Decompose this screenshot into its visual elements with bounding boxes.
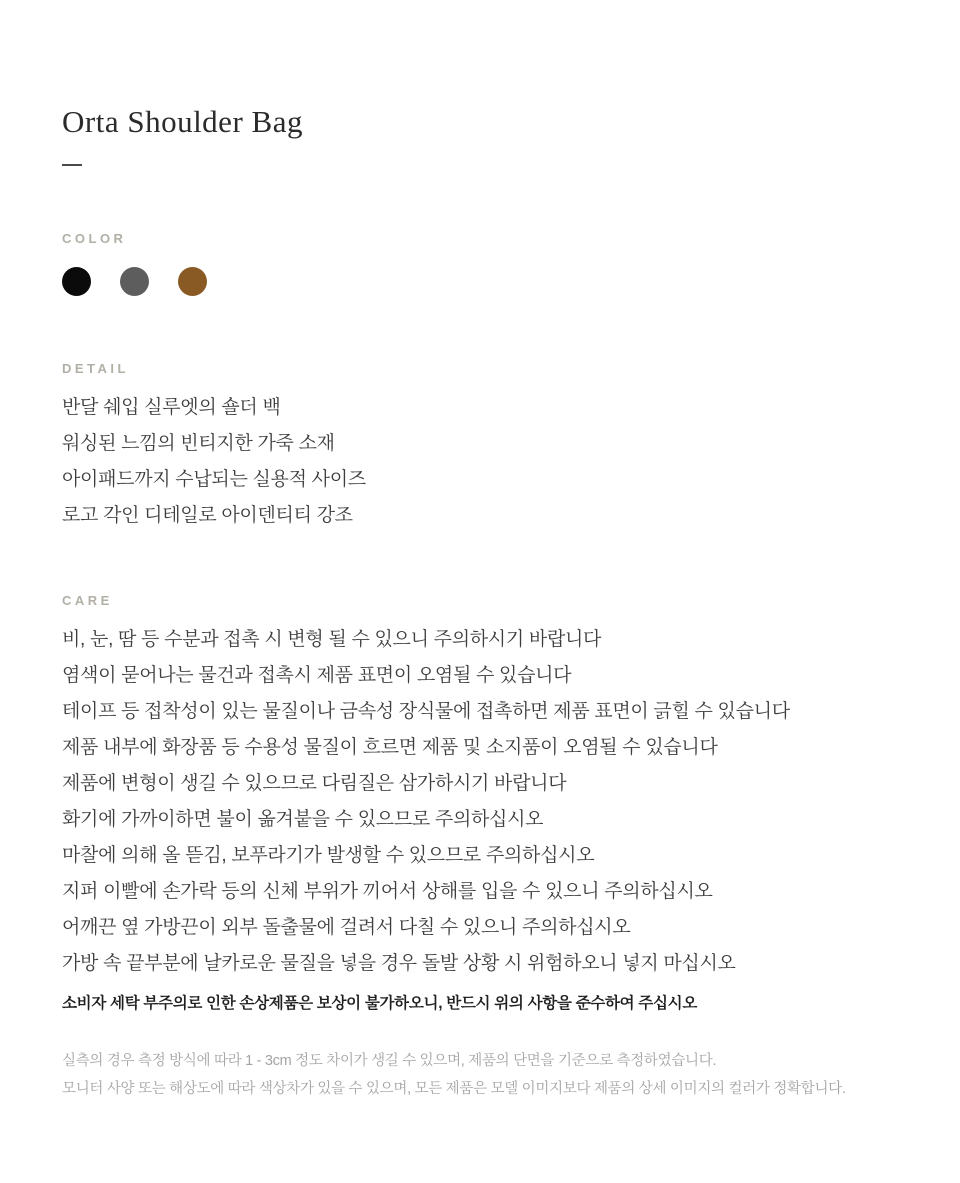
care-item: 비, 눈, 땀 등 수분과 접촉 시 변형 될 수 있으니 주의하시기 바랍니다 [62, 628, 602, 650]
color-swatch-row [62, 267, 898, 296]
product-title: Orta Shoulder Bag [62, 104, 303, 139]
care-item: 지퍼 이빨에 손가락 등의 신체 부위가 끼어서 상해를 입을 수 있으니 주의하십시오 [62, 880, 713, 902]
care-item: 염색이 묻어나는 물건과 접촉시 제품 표면이 오염될 수 있습니다 [62, 664, 572, 686]
color-swatch-gray[interactable] [120, 267, 149, 296]
care-item: 제품에 변형이 생길 수 있으므로 다림질은 삼가하시기 바랍니다 [62, 772, 567, 794]
care-item: 가방 속 끝부분에 날카로운 물질을 넣을 경우 돌발 상황 시 위험하오니 넣지 마십시오 [62, 952, 736, 974]
care-item: 테이프 등 접착성이 있는 물질이나 금속성 장식물에 접촉하면 제품 표면이 긁힐 수 있습니다 [62, 700, 790, 722]
title-divider [62, 164, 82, 166]
detail-section [62, 362, 898, 534]
detail-section-label: DETAIL [62, 360, 129, 376]
care-item: 마찰에 의해 올 뜯김, 보푸라기가 발생할 수 있으므로 주의하십시오 [62, 844, 595, 866]
detail-item: 로고 각인 디테일로 아이덴티티 강조 [62, 504, 353, 526]
note-item: 실측의 경우 측정 방식에 따라 1 - 3cm 정도 차이가 생길 수 있으며, 제품의 단면을 기준으로 측정하였습니다. [62, 1052, 717, 1069]
detail-item: 반달 쉐입 실루엣의 숄더 백 [62, 396, 281, 418]
color-section [62, 232, 898, 296]
note-item: 모니터 사양 또는 해상도에 따라 색상차가 있을 수 있으며, 모든 제품은 모델 이미지보다 제품의 상세 이미지의 컬러가 정확합니다. [62, 1080, 846, 1097]
detail-item: 워싱된 느낌의 빈티지한 가죽 소재 [62, 432, 335, 454]
color-section-label: COLOR [62, 230, 127, 246]
color-swatch-black[interactable] [62, 267, 91, 296]
care-list [62, 622, 898, 982]
care-warning: 소비자 세탁 부주의로 인한 손상제품은 보상이 불가하오니, 반드시 위의 사항을 준수하여 주십시오 [62, 994, 698, 1012]
care-item: 제품 내부에 화장품 등 수용성 물질이 흐르면 제품 및 소지품이 오염될 수 있습니다 [62, 736, 718, 758]
care-section [62, 594, 898, 1017]
color-swatch-brown[interactable] [178, 267, 207, 296]
care-item: 어깨끈 옆 가방끈이 외부 돌출물에 걸려서 다칠 수 있으니 주의하십시오 [62, 916, 631, 938]
care-section-label: CARE [62, 592, 113, 608]
detail-list [62, 390, 898, 534]
measurement-notes [62, 1047, 898, 1103]
detail-item: 아이패드까지 수납되는 실용적 사이즈 [62, 468, 366, 490]
care-item: 화기에 가까이하면 불이 옮겨붙을 수 있으므로 주의하십시오 [62, 808, 544, 830]
